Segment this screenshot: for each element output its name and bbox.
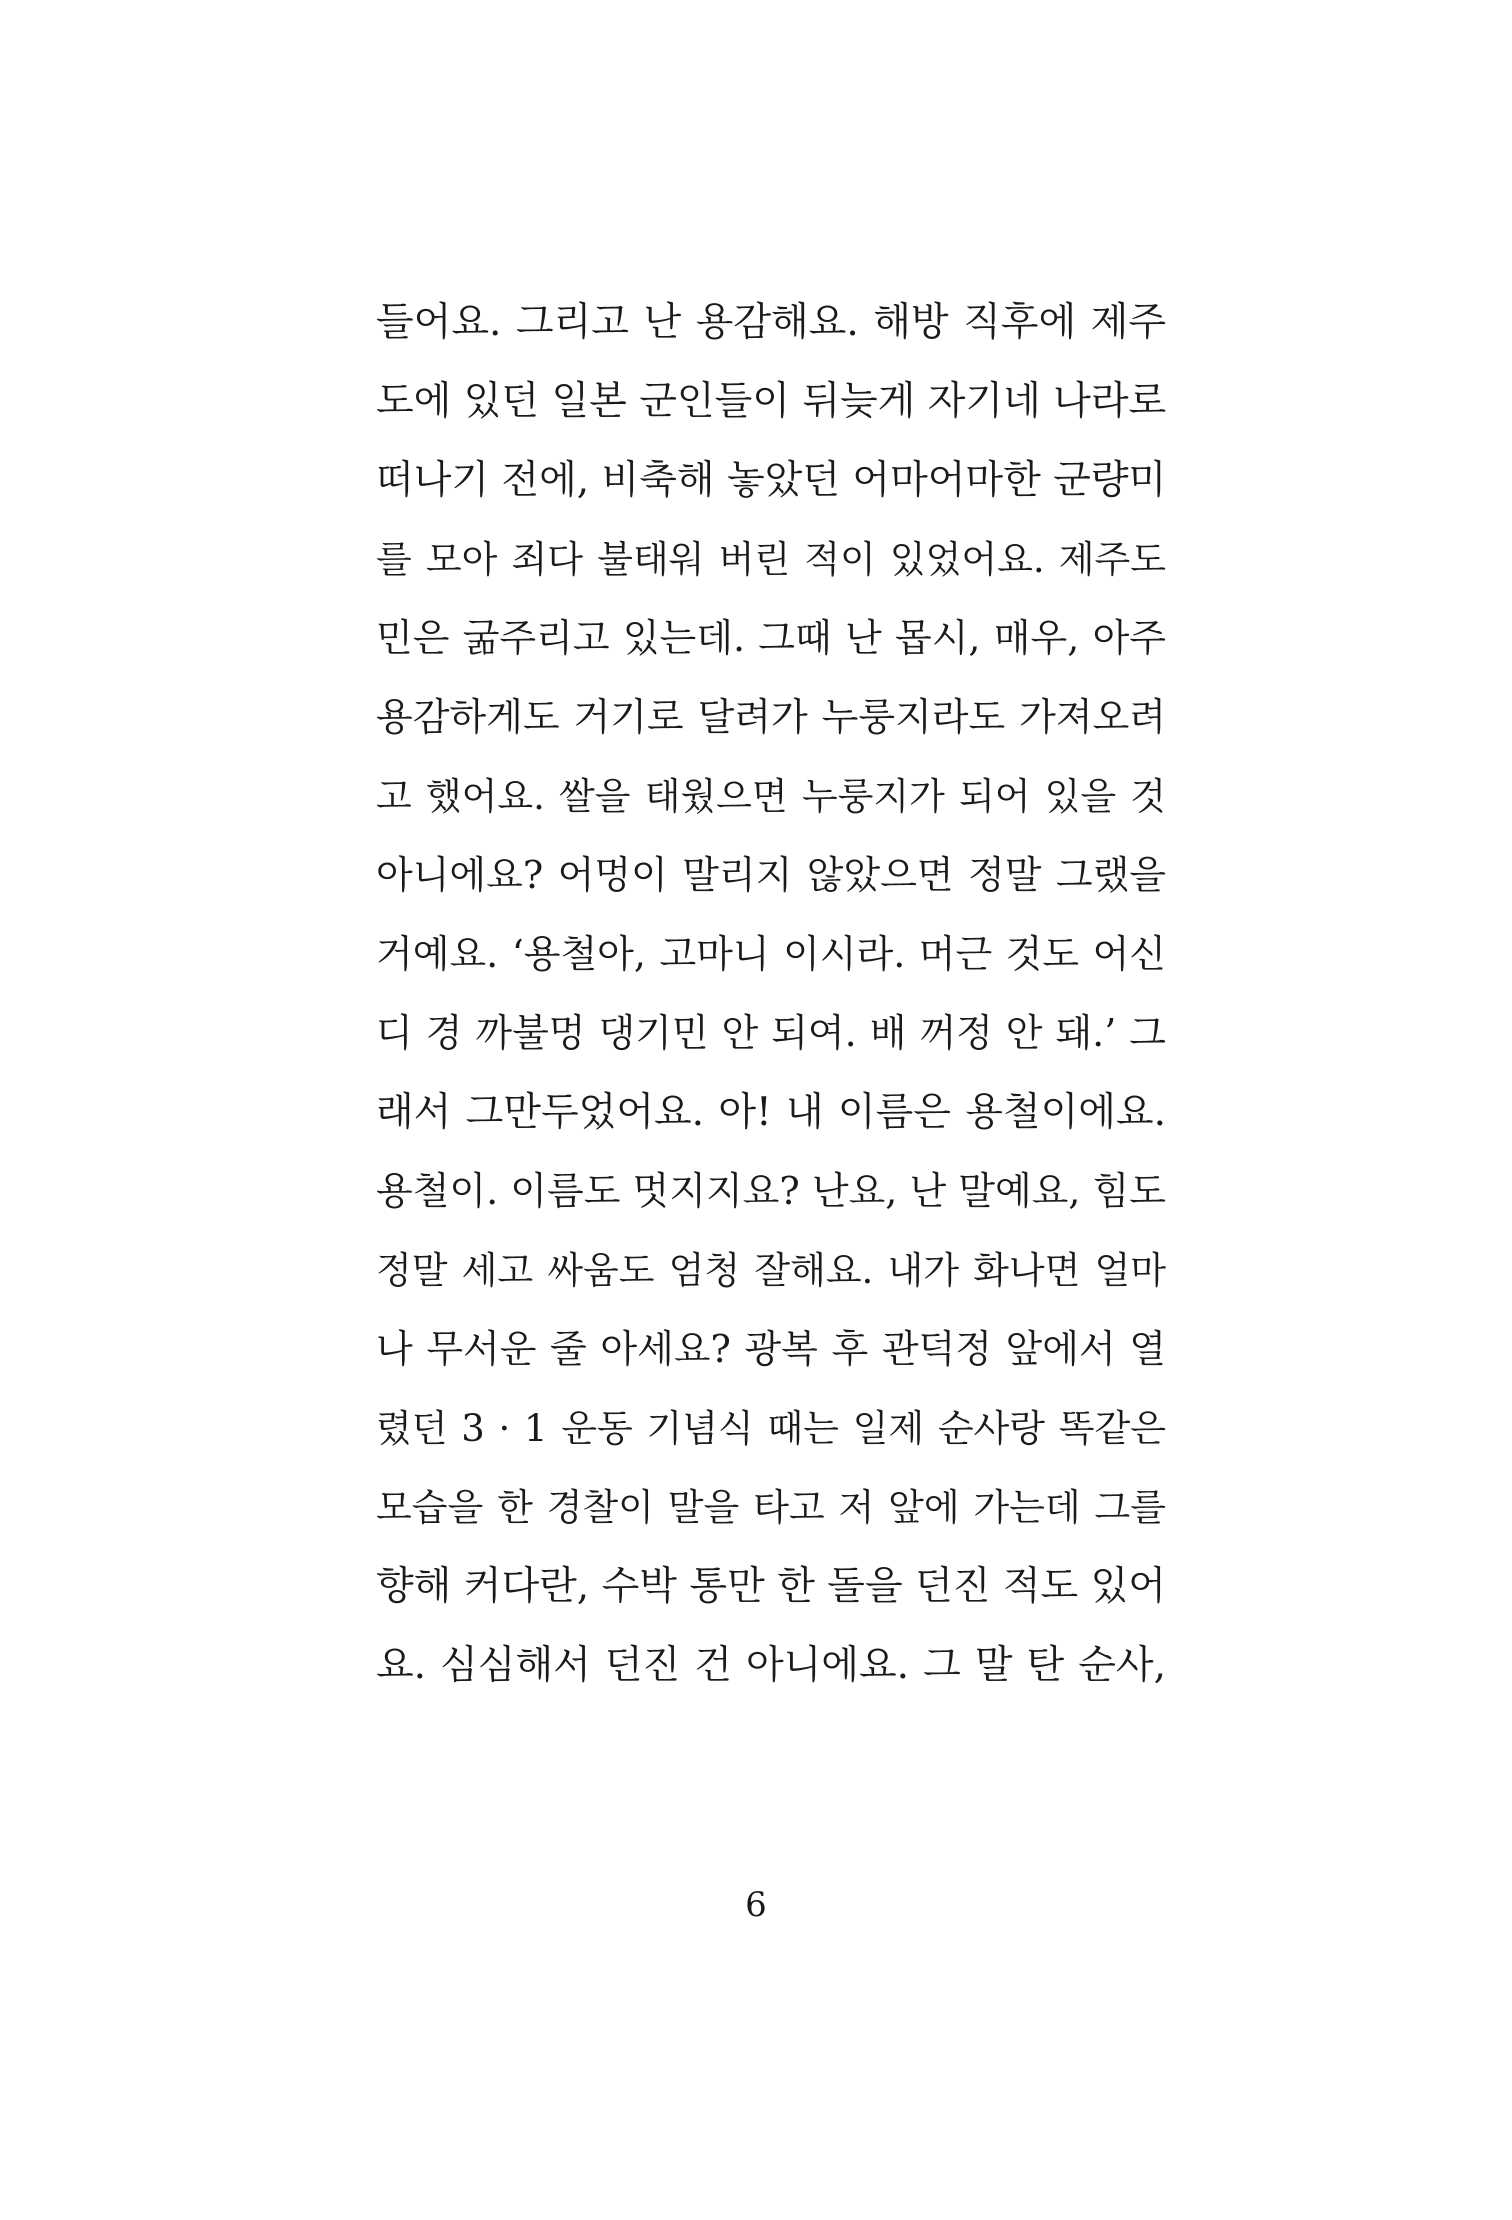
text-line-18: 요. 심심해서 던진 건 아니에요. 그 말 탄 순사, (376, 1643, 1166, 1688)
text-line-6: 용감하게도 거기로 달려가 누룽지라도 가져오려 (376, 695, 1166, 739)
text-line-8: 아니에요? 어멍이 말리지 않았으면 정말 그랬을 (376, 853, 1166, 897)
text-line-10: 디 경 까불멍 댕기민 안 되여. 배 꺼정 안 돼.’ 그 (376, 1011, 1166, 1055)
text-line-11: 래서 그만두었어요. 아! 내 이름은 용철이에요. (376, 1090, 1166, 1135)
text-line-13: 정말 세고 싸움도 엄청 잘해요. 내가 화나면 얼마 (376, 1249, 1166, 1292)
text-line-16: 모습을 한 경찰이 말을 타고 저 앞에 가는데 그를 (376, 1486, 1166, 1529)
text-line-7: 고 했어요. 쌀을 태웠으면 누룽지가 되어 있을 것 (376, 775, 1166, 818)
text-line-15: 렸던 3 · 1 운동 기념식 때는 일제 순사랑 똑같은 (376, 1407, 1166, 1450)
text-line-12: 용철이. 이름도 멋지지요? 난요, 난 말예요, 힘도 (376, 1169, 1166, 1213)
text-line-4: 를 모아 죄다 불태워 버린 적이 있었어요. 제주도 (376, 538, 1166, 581)
page-number: 6 (745, 1885, 767, 1925)
text-line-17: 향해 커다란, 수박 통만 한 돌을 던진 적도 있어 (376, 1564, 1166, 1609)
text-line-14: 나 무서운 줄 아세요? 광복 후 관덕정 앞에서 열 (376, 1327, 1166, 1371)
text-line-1: 들어요. 그리고 난 용감해요. 해방 직후에 제주 (376, 300, 1166, 345)
text-line-9: 거예요. ‘용철아, 고마니 이시라. 머근 것도 어신 (376, 932, 1166, 976)
text-line-2: 도에 있던 일본 군인들이 뒤늦게 자기네 나라로 (376, 379, 1167, 424)
text-line-5: 민은 굶주리고 있는데. 그때 난 몹시, 매우, 아주 (376, 616, 1166, 660)
text-line-3: 떠나기 전에, 비축해 놓았던 어마어마한 군량미 (376, 458, 1167, 503)
body-text (376, 283, 1166, 1705)
